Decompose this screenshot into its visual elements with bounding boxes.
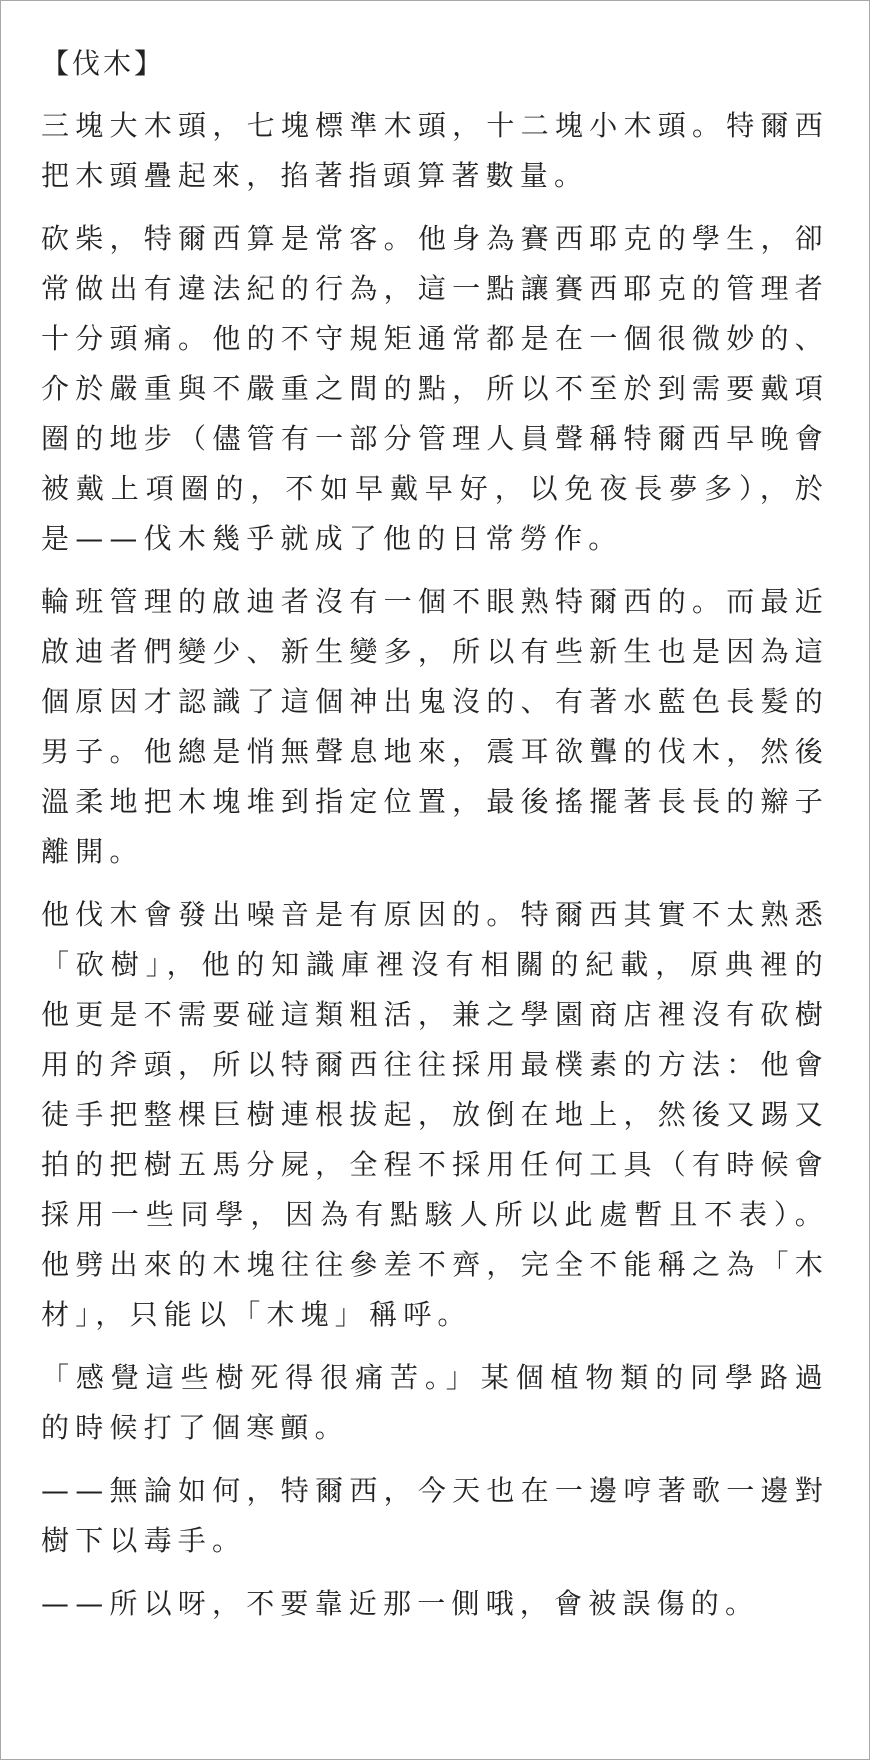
paragraph-7: ——所以呀，不要靠近那一側哦，會被誤傷的。	[41, 1587, 760, 1620]
paragraph-4: 他伐木會發出噪音是有原因的。特爾西其實不太熟悉「砍樹」，他的知識庫裡沒有相關的紀載，原典裡的他更是不需要碰這類粗活，兼之學園商店裡沒有砍樹用的斧頭，所以特爾西往往採用最樸素的方法：他會徒手把整棵巨樹連根拔起，放倒在地上，然後又踢又拍的把樹五馬分屍，全程不採用任何工具（有時候會採用一些同學，因為有點駭人所以此處暫且不表）。他劈出來的木塊往往參差不齊，完全不能稱之為「木材」，只能以「木塊」稱呼。	[41, 898, 829, 1331]
paragraph-6: ——無論如何，特爾西，今天也在一邊哼著歌一邊對樹下以毒手。	[41, 1474, 829, 1557]
paragraph-1: 三塊大木頭，七塊標準木頭，十二塊小木頭。特爾西把木頭疊起來，掐著指頭算著數量。	[41, 109, 829, 192]
paragraph-5: 「感覺這些樹死得很痛苦。」某個植物類的同學路過的時候打了個寒顫。	[41, 1361, 829, 1444]
paragraph-3: 輪班管理的啟迪者沒有一個不眼熟特爾西的。而最近啟迪者們變少、新生變多，所以有些新生也是因為這個原因才認識了這個神出鬼沒的、有著水藍色長髮的男子。他總是悄無聲息地來，震耳欲聾的伐木，然後溫柔地把木塊堆到指定位置，最後搖擺著長長的辮子離開。	[41, 585, 829, 868]
chapter-title: 【伐木】	[41, 47, 166, 80]
paragraph-2: 砍柴，特爾西算是常客。他身為賽西耶克的學生，卻常做出有違法紀的行為，這一點讓賽西耶克的管理者十分頭痛。他的不守規矩通常都是在一個很微妙的、介於嚴重與不嚴重之間的點，所以不至於到需要戴項圈的地步（儘管有一部分管理人員聲稱特爾西早晚會被戴上項圈的，不如早戴早好，以免夜長夢多），於是——伐木幾乎就成了他的日常勞作。	[41, 222, 829, 555]
